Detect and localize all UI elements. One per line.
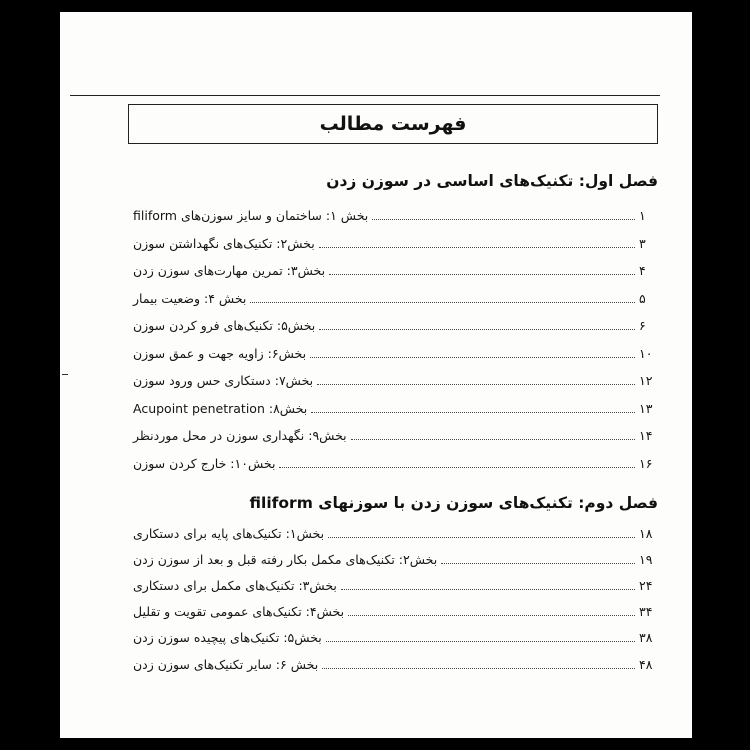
section-label: بخش۱: تکنیک‌های پایه برای دستکاری (133, 525, 325, 541)
leader-dots (319, 247, 635, 248)
page-number: ۱۸ (639, 525, 653, 541)
toc-row[interactable] (133, 572, 665, 598)
toc-row[interactable] (133, 285, 665, 313)
section-label: بخش ۱: ساختمان و سایز سوزن‌های filiform (133, 208, 369, 224)
page-number: ۱۰ (639, 345, 653, 361)
chapter-1-sections (133, 202, 665, 477)
page-number: ۱۹ (639, 551, 653, 567)
page-number: ۲۴ (639, 577, 653, 593)
title-rule (70, 95, 660, 96)
toc-row[interactable] (133, 450, 665, 478)
page-number: ۳ (639, 235, 646, 251)
section-label: بخش۴: تکنیک‌های عمومی تقویت و تقلیل (133, 604, 345, 620)
toc-title: فهرست مطالب (128, 104, 658, 144)
page-number: ۱ (639, 208, 646, 224)
section-label: بخش۲: تکنیک‌های نگهداشتن سوزن (133, 235, 315, 251)
scan-border-left (0, 0, 60, 750)
section-label: بخش۵: تکنیک‌های پیچیده سوزن زدن (133, 630, 322, 646)
leader-dots (310, 357, 635, 358)
page-number: ۱۲ (639, 373, 653, 389)
section-label: بخش۳: تکنیک‌های مکمل برای دستکاری (133, 577, 337, 593)
leader-dots (322, 668, 635, 669)
scan-border-bottom (0, 738, 750, 750)
toc-row[interactable] (133, 367, 665, 395)
page-number: ۶ (639, 318, 646, 334)
toc-row[interactable] (133, 651, 665, 677)
section-label: بخش۱۰: خارج کردن سوزن (133, 455, 276, 471)
toc-row[interactable] (133, 340, 665, 368)
leader-dots (279, 467, 635, 468)
leader-dots (351, 439, 635, 440)
scan-border-right (692, 0, 750, 750)
page-number: ۴۸ (639, 656, 653, 672)
section-label: بخش ۴: وضعیت بیمار (133, 290, 247, 306)
leader-dots (317, 384, 635, 385)
leader-dots (348, 615, 635, 616)
toc-row[interactable] (133, 230, 665, 258)
page-number: ۱۴ (639, 428, 653, 444)
leader-dots (341, 589, 635, 590)
toc-row[interactable] (133, 546, 665, 572)
chapter-2-heading: فصل دوم: تکنیک‌های سوزن زدن با سوزنهای filiform (249, 494, 658, 512)
leader-dots (250, 302, 635, 303)
section-label: بخش۶: زاویه جهت و عمق سوزن (133, 345, 307, 361)
page-number: ۴ (639, 263, 646, 279)
chapter-2-sections (133, 520, 665, 677)
toc-row[interactable] (133, 312, 665, 340)
scan-border-top (0, 0, 750, 12)
page-number: ۱۶ (639, 455, 653, 471)
toc-row[interactable] (133, 395, 665, 423)
toc-row[interactable] (133, 257, 665, 285)
section-label: بخش۳: تمرین مهارت‌های سوزن زدن (133, 263, 326, 279)
margin-mark (62, 374, 68, 375)
section-label: بخش۸: Acupoint penetration (133, 400, 308, 416)
leader-dots (311, 412, 635, 413)
leader-dots (441, 563, 635, 564)
leader-dots (319, 329, 635, 330)
chapter-1-heading: فصل اول: تکنیک‌های اساسی در سوزن زدن (326, 172, 658, 190)
page-number: ۱۳ (639, 400, 653, 416)
toc-row[interactable] (133, 625, 665, 651)
toc-row[interactable] (133, 422, 665, 450)
section-label: بخش ۶: سایر تکنیک‌های سوزن زدن (133, 656, 319, 672)
page-number: ۳۴ (639, 604, 653, 620)
leader-dots (372, 219, 635, 220)
toc-row[interactable] (133, 599, 665, 625)
toc-row[interactable] (133, 520, 665, 546)
leader-dots (326, 641, 635, 642)
toc-row[interactable] (133, 202, 665, 230)
section-label: بخش۵: تکنیک‌های فرو کردن سوزن (133, 318, 316, 334)
page-number: ۳۸ (639, 630, 653, 646)
section-label: بخش۲: تکنیک‌های مکمل بکار رفته قبل و بعد از سوزن زدن (133, 551, 438, 567)
leader-dots (329, 274, 635, 275)
page-number: ۵ (639, 290, 646, 306)
section-label: بخش۹: نگهداری سوزن در محل موردنظر (133, 428, 347, 444)
leader-dots (328, 537, 635, 538)
section-label: بخش۷: دستکاری حس ورود سوزن (133, 373, 314, 389)
